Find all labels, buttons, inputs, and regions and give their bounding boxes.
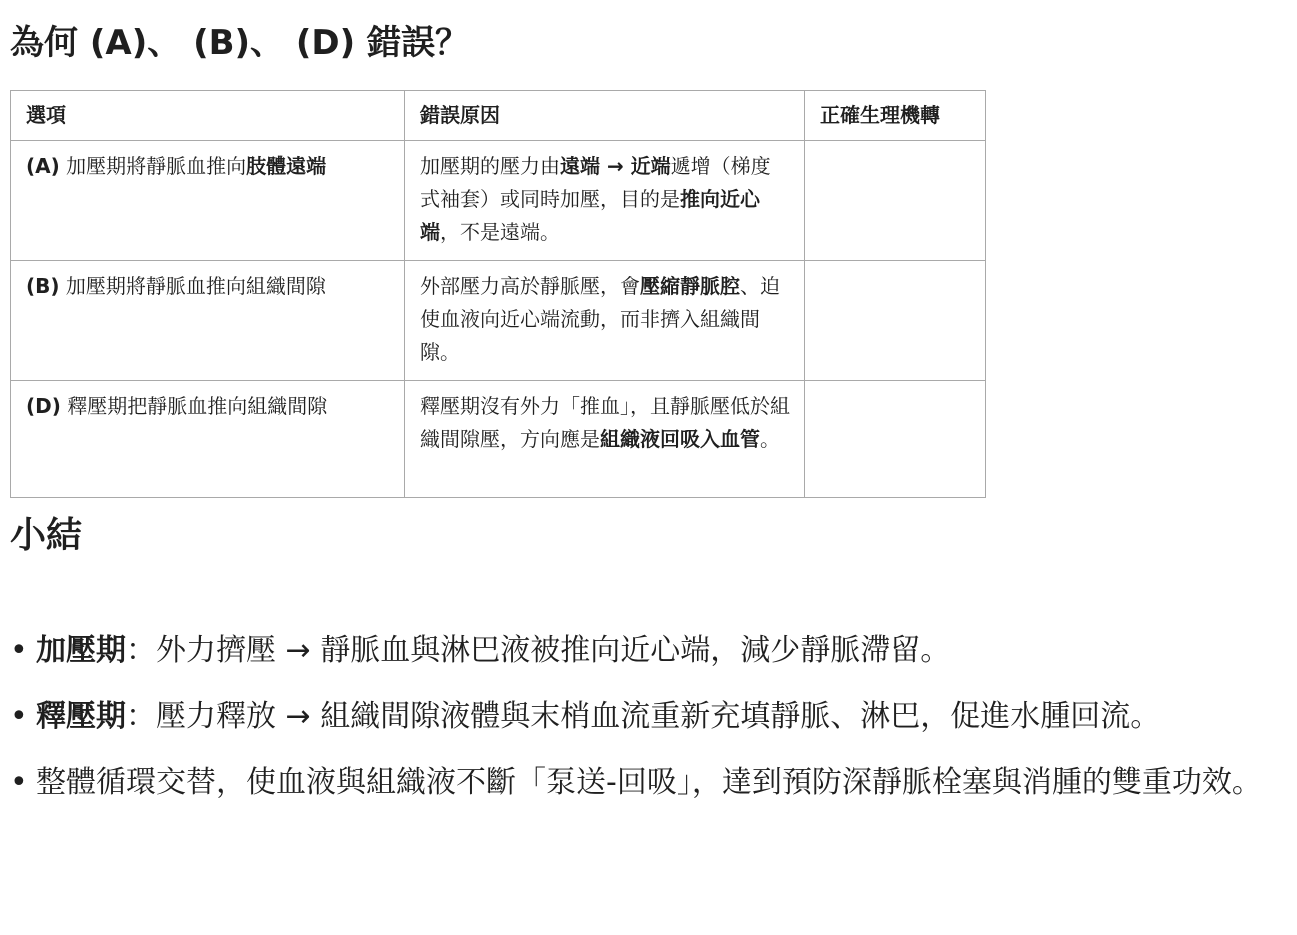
page-title: 為何 (A)、 (B)、 (D) 錯誤？ xyxy=(10,23,470,63)
error-reason-table xyxy=(10,90,986,498)
option-cell xyxy=(11,381,405,498)
table-header-row xyxy=(11,91,986,141)
option-emphasis: 肢體遠端 xyxy=(246,154,327,178)
column-header-mechanism: 正確生理機轉 xyxy=(805,91,986,141)
summary-item-text: 整體循環交替，使血液與組織液不斷「泵送-回吸」，達到預防深靜脈栓塞與消腫的雙重功效。 xyxy=(36,765,1262,800)
reason-cell xyxy=(405,381,805,498)
bullet-icon: • xyxy=(10,699,28,734)
option-letter: (D) xyxy=(26,394,61,418)
summary-item-text: ：壓力釋放 → 組織間隙液體與末梢血流重新充填靜脈、淋巴，促進水腫回流。 xyxy=(126,699,1161,734)
reason-emphasis: 壓縮靜脈腔 xyxy=(640,274,740,298)
option-cell xyxy=(11,141,405,261)
reason-text: ，不是遠端。 xyxy=(440,220,560,244)
list-item xyxy=(10,628,1287,674)
summary-list xyxy=(10,628,1287,826)
mechanism-cell xyxy=(805,381,986,498)
reason-cell xyxy=(405,141,805,261)
reason-text: 加壓期的壓力由 xyxy=(420,154,560,178)
bullet-icon: • xyxy=(10,633,28,668)
option-text: 加壓期將靜脈血推向組織間隙 xyxy=(59,274,326,298)
reason-text: 。 xyxy=(760,427,780,451)
reason-cell xyxy=(405,261,805,381)
table-row xyxy=(11,261,986,381)
reason-text: 外部壓力高於靜脈壓，會 xyxy=(420,274,640,298)
reason-text: 遞增（梯度式袖套）或同時加壓，目的是 xyxy=(420,154,771,211)
option-letter: (B) xyxy=(26,274,60,298)
mechanism-cell xyxy=(805,261,986,381)
list-item xyxy=(10,760,1287,806)
bullet-icon: • xyxy=(10,765,28,800)
option-text: 加壓期將靜脈血推向 xyxy=(59,154,247,178)
summary-item-lead: 釋壓期 xyxy=(36,699,126,734)
option-text: 釋壓期把靜脈血推向組織間隙 xyxy=(60,394,328,418)
summary-item-lead: 加壓期 xyxy=(36,633,126,668)
summary-item-text: ：外力擠壓 → 靜脈血與淋巴液被推向近心端，減少靜脈滯留。 xyxy=(126,633,951,668)
option-cell xyxy=(11,261,405,381)
mechanism-cell xyxy=(805,141,986,261)
table-row xyxy=(11,381,986,498)
reason-text: 釋壓期沒有外力「推血」，且靜脈壓低於組織間隙壓，方向應是 xyxy=(420,394,790,451)
summary-heading: 小結 xyxy=(10,515,83,556)
list-item xyxy=(10,694,1287,740)
reason-emphasis: 遠端 → 近端 xyxy=(560,154,671,178)
option-letter: (A) xyxy=(26,154,60,178)
column-header-reason: 錯誤原因 xyxy=(405,91,805,141)
column-header-option: 選項 xyxy=(11,91,405,141)
table-row xyxy=(11,141,986,261)
reason-emphasis: 推向近心端 xyxy=(420,187,760,244)
reason-emphasis: 組織液回吸入血管 xyxy=(600,427,760,451)
reason-text: 、迫使血液向近心端流動，而非擠入組織間隙。 xyxy=(420,274,780,364)
